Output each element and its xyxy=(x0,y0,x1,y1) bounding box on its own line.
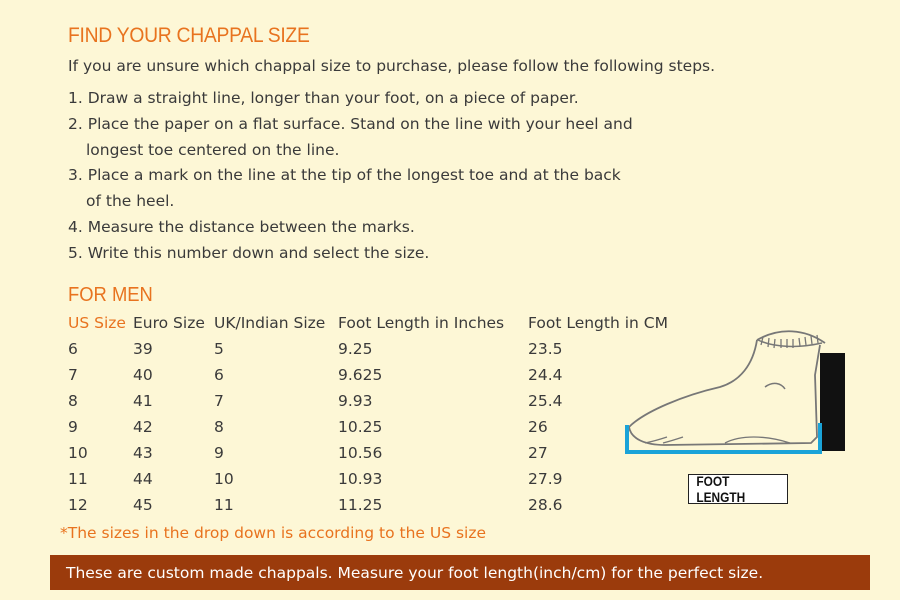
steps-list xyxy=(68,86,633,267)
step-text: 3. Place a mark on the line at the tip of the longest toe and at the back xyxy=(68,166,621,185)
page-title: FIND YOUR CHAPPAL SIZE xyxy=(68,24,310,47)
step-text: 4. Measure the distance between the marks. xyxy=(68,217,415,236)
cell-us-size: 9 xyxy=(68,418,78,436)
cell-foot-cm: 27.9 xyxy=(528,470,563,488)
section-title-men: FOR MEN xyxy=(68,284,153,306)
cell-uk-size: 10 xyxy=(214,470,234,488)
cell-us-size: 6 xyxy=(68,340,78,358)
step-continuation: of the heel. xyxy=(86,192,175,211)
cell-us-size: 11 xyxy=(68,470,88,488)
cell-foot-cm: 27 xyxy=(528,444,548,462)
step-continuation: longest toe centered on the line. xyxy=(86,140,340,159)
info-banner xyxy=(50,555,870,590)
table-row xyxy=(68,466,678,492)
intro-text: If you are unsure which chappal size to purchase, please follow the following steps. xyxy=(68,57,716,75)
cell-foot-inches: 9.25 xyxy=(338,340,373,358)
column-header-euro: Euro Size xyxy=(133,314,205,332)
cell-uk-size: 8 xyxy=(214,418,224,436)
column-header-uk: UK/Indian Size xyxy=(214,314,326,332)
wall-shape xyxy=(820,353,845,451)
table-row xyxy=(68,492,678,518)
step-text: 2. Place the paper on a flat surface. Stand on the line with your heel and xyxy=(68,114,633,133)
foot-length-label: FOOT LENGTH xyxy=(688,474,788,504)
size-note: *The sizes in the drop down is according to the US size xyxy=(60,524,487,542)
table-row xyxy=(68,414,678,440)
cell-euro-size: 42 xyxy=(133,418,153,436)
cell-foot-inches: 10.56 xyxy=(338,444,383,462)
foot-outline xyxy=(629,331,825,445)
cell-foot-inches: 9.93 xyxy=(338,392,373,410)
cell-euro-size: 39 xyxy=(133,340,153,358)
table-header-row xyxy=(68,310,678,336)
step-item xyxy=(68,86,633,112)
banner-text: These are custom made chappals. Measure your foot length(inch/cm) for the perfect size. xyxy=(66,563,764,582)
cell-us-size: 7 xyxy=(68,366,78,384)
cell-euro-size: 41 xyxy=(133,392,153,410)
cell-us-size: 8 xyxy=(68,392,78,410)
cell-foot-cm: 26 xyxy=(528,418,548,436)
cell-foot-cm: 24.4 xyxy=(528,366,563,384)
step-item xyxy=(68,112,633,164)
table-row xyxy=(68,388,678,414)
measure-line xyxy=(627,423,820,452)
step-text: 1. Draw a straight line, longer than your foot, on a piece of paper. xyxy=(68,89,579,107)
table-row xyxy=(68,336,678,362)
cell-euro-size: 45 xyxy=(133,496,153,514)
cell-uk-size: 5 xyxy=(214,340,224,358)
cell-uk-size: 11 xyxy=(214,496,234,514)
cell-foot-inches: 9.625 xyxy=(338,366,383,384)
table-row xyxy=(68,362,678,388)
step-text: 5. Write this number down and select the size. xyxy=(68,243,430,262)
cell-us-size: 12 xyxy=(68,496,88,514)
cell-foot-inches: 11.25 xyxy=(338,496,383,514)
cell-euro-size: 44 xyxy=(133,470,153,488)
column-header-inches: Foot Length in Inches xyxy=(338,314,505,332)
cell-foot-inches: 10.25 xyxy=(338,418,383,436)
cell-foot-inches: 10.93 xyxy=(338,470,383,488)
cell-us-size: 10 xyxy=(68,444,88,462)
table-row xyxy=(68,440,678,466)
size-table xyxy=(68,310,678,518)
cell-uk-size: 7 xyxy=(214,392,224,410)
column-header-cm: Foot Length in CM xyxy=(528,314,668,332)
cell-foot-cm: 25.4 xyxy=(528,392,563,410)
cell-euro-size: 43 xyxy=(133,444,153,462)
step-item xyxy=(68,241,633,267)
cell-uk-size: 9 xyxy=(214,444,224,462)
step-item xyxy=(68,163,633,215)
cell-foot-cm: 28.6 xyxy=(528,496,563,514)
column-header-us: US Size xyxy=(68,314,126,332)
cell-foot-cm: 23.5 xyxy=(528,340,563,358)
step-item xyxy=(68,215,633,241)
cell-uk-size: 6 xyxy=(214,366,224,384)
cell-euro-size: 40 xyxy=(133,366,153,384)
